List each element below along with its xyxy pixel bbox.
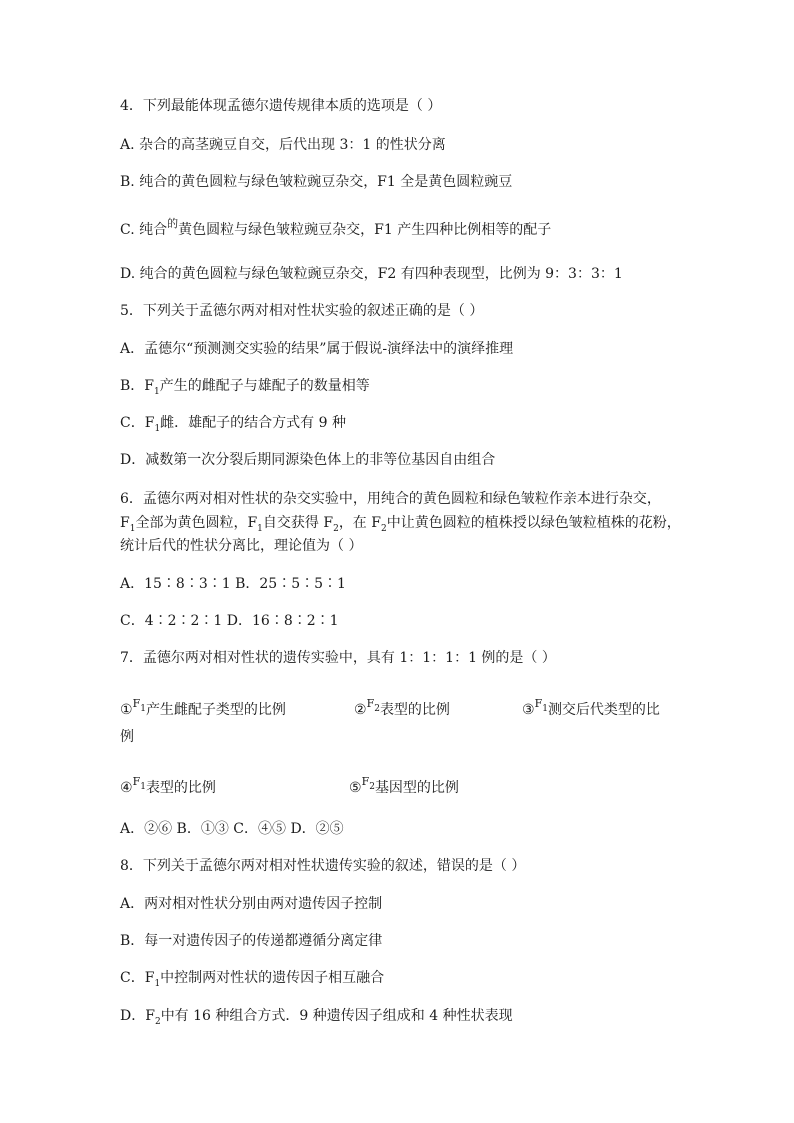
- q4c-raised-char: 的: [167, 217, 179, 230]
- item-3-text: 测交后代类型的比: [547, 702, 660, 718]
- question-6-line-2: [120, 513, 681, 535]
- question-5-option-b: [120, 376, 370, 398]
- q6-text-4: 中让黄色圆粒的植株授以绿色皱粒植株的花粉，: [386, 515, 681, 531]
- question-7-stem: 7．孟德尔两对相对性状的遗传实验中，具有 1：1：1：1 例的是（ ）: [120, 650, 556, 666]
- question-8-option-d: [120, 1006, 513, 1028]
- item-5-number: ⑤: [349, 780, 362, 796]
- item-3-number: ③: [522, 702, 535, 718]
- q6-f: F: [120, 515, 130, 531]
- item-4-number: ④: [120, 780, 133, 796]
- question-7-answers: A．②⑥ B．①③ C．④⑤ D．②⑤: [120, 821, 344, 837]
- item-1-number: ①: [120, 702, 133, 718]
- item-4-sub: 1: [140, 782, 146, 792]
- question-7-item-4: [120, 775, 216, 800]
- item-3-f: F: [534, 697, 543, 710]
- q5c-subscript: 1: [154, 424, 161, 434]
- question-5-option-d: D．减数第一次分裂后期同源染色体上的非等位基因自由组合: [120, 452, 496, 468]
- q6-sub-3: 2: [333, 524, 339, 534]
- q8d-text: 中有 16 种组合方式．9 种遗传因子组成和 4 种性状表现: [160, 1008, 513, 1024]
- item-2-number: ②: [354, 702, 367, 718]
- question-7-item-5: [349, 775, 459, 800]
- question-4-option-a: A. 杂合的高茎豌豆自交，后代出现 3：1 的性状分离: [120, 137, 446, 153]
- question-8-option-a: A．两对相对性状分别由两对遗传因子控制: [120, 896, 383, 912]
- item-5-sub: 2: [369, 782, 375, 792]
- item-3-sub: 1: [542, 704, 548, 714]
- item-4-f: F: [132, 775, 141, 788]
- q6-text-1: 全部为黄色圆粒，F: [135, 515, 258, 531]
- item-1-f: F: [132, 697, 141, 710]
- q6-sub-2: 1: [257, 524, 263, 534]
- q4c-prefix: C. 纯合: [120, 222, 168, 238]
- question-5-stem: 5．下列关于孟德尔两对相对性状实验的叙述正确的是（ ）: [120, 303, 484, 319]
- question-6-options-ab: A．15∶8∶3∶1 B．25∶5∶5∶1: [120, 576, 346, 592]
- item-5-text: 基因型的比例: [374, 780, 459, 796]
- q5b-prefix: B．F: [120, 378, 155, 394]
- question-8-option-b: B．每一对遗传因子的传递都遵循分离定律: [120, 933, 383, 949]
- q8c-subscript: 1: [154, 979, 161, 989]
- item-2-f: F: [366, 697, 375, 710]
- q6-sub-1: 1: [129, 524, 136, 534]
- question-4-option-d: D. 纯合的黄色圆粒与绿色皱粒豌豆杂交，F2 有四种表现型，比例为 9：3：3：1: [120, 266, 623, 282]
- question-4-option-b: B. 纯合的黄色圆粒与绿色皱粒豌豆杂交，F1 全是黄色圆粒豌豆: [120, 174, 513, 190]
- item-2-text: 表型的比例: [379, 702, 450, 718]
- question-4-stem: 4．下列最能体现孟德尔遗传规律本质的选项是（ ）: [120, 98, 442, 114]
- question-7-item-3: [522, 697, 660, 722]
- q4c-text: 黄色圆粒与绿色皱粒豌豆杂交，F1 产生四种比例相等的配子: [178, 222, 552, 238]
- q5b-text: 产生的雌配子与雄配子的数量相等: [159, 378, 370, 394]
- question-6-line-3: 统计后代的性状分离比，理论值为（ ）: [120, 538, 363, 554]
- q8d-subscript: 2: [154, 1017, 161, 1027]
- item-1-text: 产生雌配子类型的比例: [145, 702, 286, 718]
- question-7-item-3-wrap: 例: [120, 729, 134, 745]
- item-4-text: 表型的比例: [145, 780, 216, 796]
- q5c-text: 雌．雄配子的结合方式有 9 种: [160, 415, 346, 431]
- item-2-sub: 2: [374, 704, 380, 714]
- q6-sub-4: 2: [380, 524, 387, 534]
- item-5-f: F: [361, 775, 370, 788]
- q8d-prefix: D．F: [120, 1008, 155, 1024]
- question-5-option-a: A．孟德尔“预测测交实验的结果”属于假说-演绎法中的演绎推理: [120, 341, 514, 357]
- question-7-item-2: [354, 697, 450, 722]
- question-4-option-c: [120, 217, 552, 241]
- question-8-stem: 8．下列关于孟德尔两对相对性状遗传实验的叙述，错误的是（ ）: [120, 858, 526, 874]
- q5b-subscript: 1: [154, 387, 160, 397]
- q8c-text: 中控制两对性状的遗传因子相互融合: [160, 970, 385, 986]
- question-5-option-c: [120, 413, 346, 435]
- item-1-sub: 1: [140, 704, 146, 714]
- question-6-options-cd: C．4∶2∶2∶1 D．16∶8∶2∶1: [120, 613, 339, 629]
- q6-text-2: 自交获得 F: [262, 515, 334, 531]
- q8c-prefix: C．F: [120, 970, 155, 986]
- q6-text-3: ，在 F: [338, 515, 381, 531]
- question-8-option-c: [120, 968, 384, 990]
- question-6-line-1: 6．孟德尔两对相对性状的杂交实验中，用纯合的黄色圆粒和绿色皱粒作亲本进行杂交，: [120, 491, 661, 507]
- q5c-prefix: C．F: [120, 415, 155, 431]
- question-7-item-1: [120, 697, 286, 722]
